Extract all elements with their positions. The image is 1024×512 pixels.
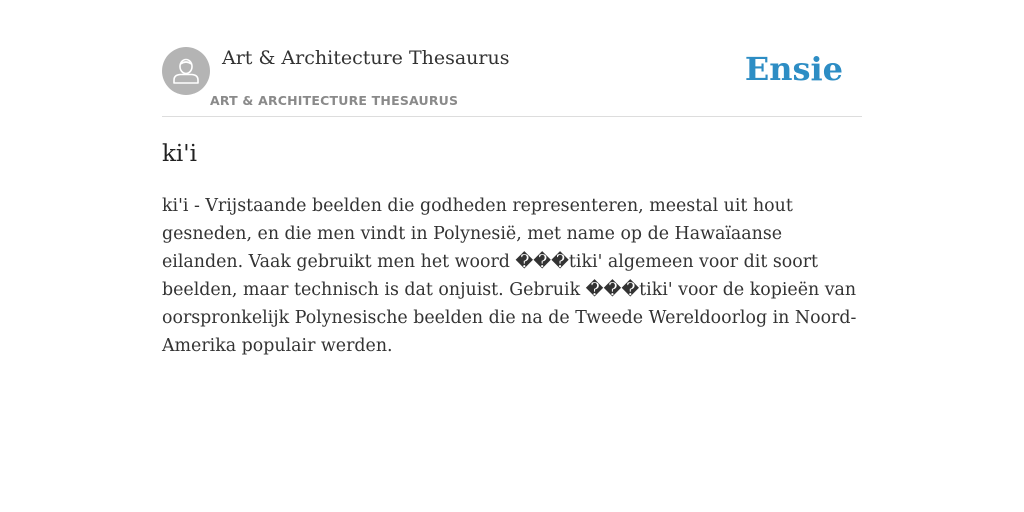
- brand-logo[interactable]: Ensie: [744, 50, 843, 88]
- header: [162, 0, 862, 117]
- site-title[interactable]: Art & Architecture Thesaurus: [222, 47, 510, 69]
- entry-term: ki'i: [162, 141, 197, 167]
- entry-definition: ki'i - Vrijstaande beelden die godheden representeren, meestal uit hout gesneden, en die men vindt in Polynesië, met name op de Hawaïaanse eilanden. Vaak gebruikt men het woord ���tiki' algemeen voor dit soort beelden, maar technisch is dat onjuist. Gebruik ���tiki' voor de kopieën van oorspronkelijk Polynesische beelden die na de Tweede Wereldoorlog in Noord-Amerika populair werden.: [162, 196, 857, 356]
- site-subtitle[interactable]: ART & ARCHITECTURE THESAURUS: [210, 93, 459, 108]
- avatar[interactable]: [162, 47, 210, 95]
- user-silhouette-icon: [162, 47, 210, 95]
